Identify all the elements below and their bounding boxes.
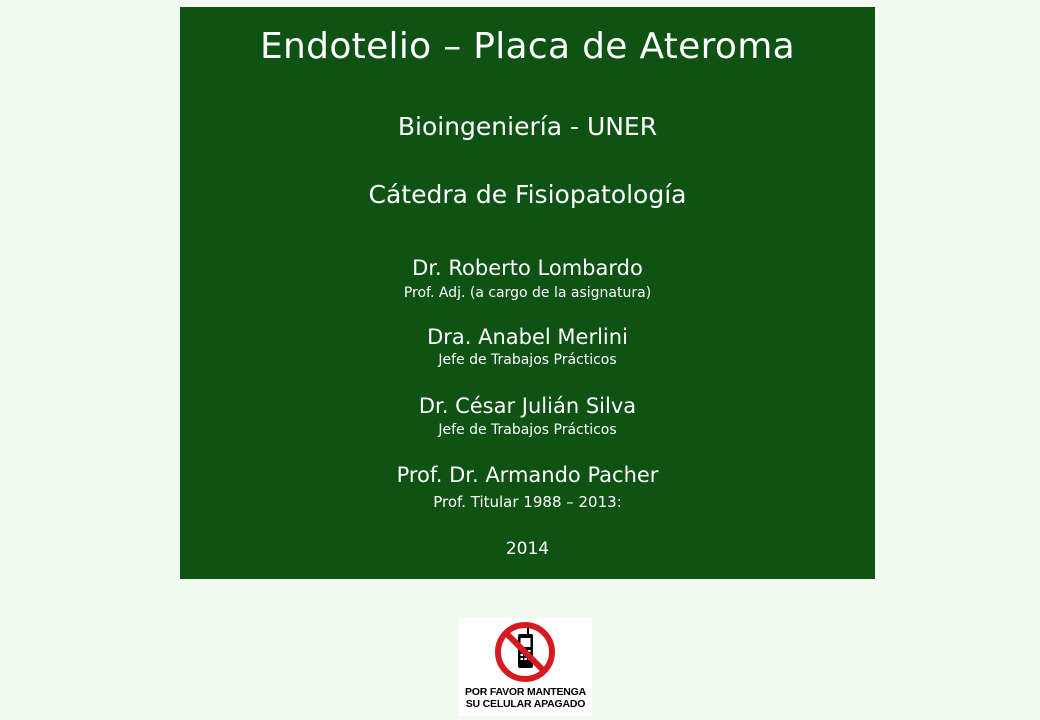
notice-line-1: POR FAVOR MANTENGA	[464, 686, 587, 698]
slide-year: 2014	[505, 539, 550, 559]
title-slide	[180, 7, 875, 579]
person-name: Prof. Dr. Armando Pacher	[396, 463, 659, 487]
person-name: Dr. Roberto Lombardo	[412, 256, 643, 280]
person-role: Prof. Titular 1988 – 2013:	[433, 493, 622, 511]
person-role: Prof. Adj. (a cargo de la asignatura)	[403, 285, 652, 301]
phone-off-notice	[459, 618, 592, 716]
notice-line-2: SU CELULAR APAGADO	[465, 698, 586, 710]
slide-title: Endotelio – Placa de Ateroma	[260, 26, 795, 67]
person-name: Dr. César Julián Silva	[418, 394, 637, 418]
program-name: Bioingeniería - UNER	[397, 112, 658, 141]
department-name: Cátedra de Fisiopatología	[368, 180, 687, 209]
person-role: Jefe de Trabajos Prácticos	[438, 422, 617, 438]
person-name: Dra. Anabel Merlini	[427, 325, 628, 349]
notice-caption	[459, 686, 592, 710]
person-role: Jefe de Trabajos Prácticos	[438, 352, 617, 368]
no-cellphone-icon	[491, 620, 559, 684]
